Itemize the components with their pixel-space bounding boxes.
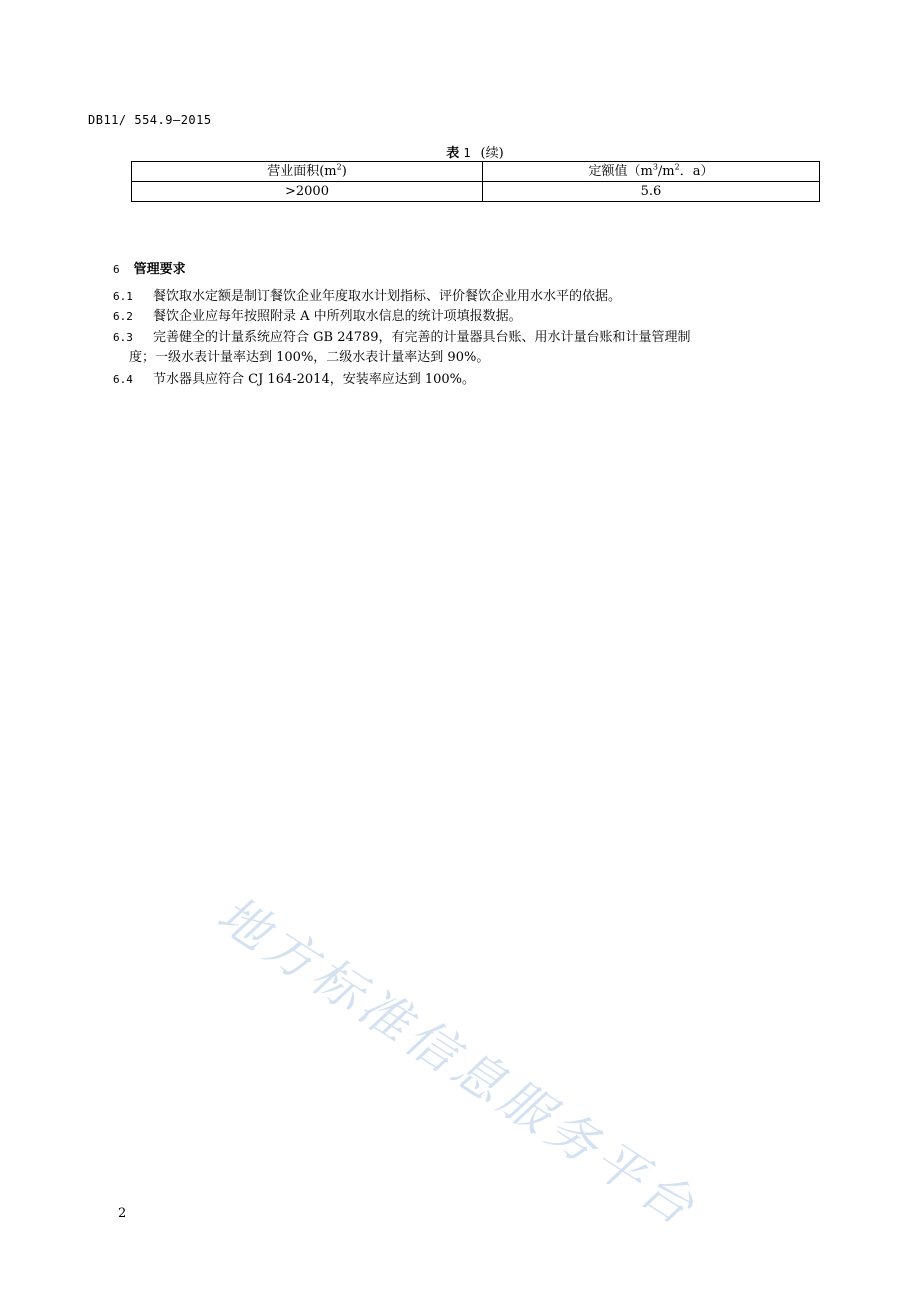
page-number: 2 xyxy=(118,1206,127,1221)
table-row xyxy=(132,182,820,202)
watermark-text: 地方标准信息服务平台 xyxy=(207,885,709,1239)
section-heading xyxy=(113,258,186,277)
clause-number: 6.4 xyxy=(113,373,133,386)
clause-6-4 xyxy=(113,370,823,390)
table-caption-suffix: (续) xyxy=(480,146,504,161)
clause-text: 餐饮取水定额是制订餐饮企业年度取水计划指标、评价餐饮企业用水水平的依据。 xyxy=(153,289,622,304)
cell-quota: 5.6 xyxy=(483,182,820,202)
table-caption-number: 1 xyxy=(463,146,471,160)
document-code: DB11/ 554.9—2015 xyxy=(88,113,212,127)
clause-number: 6.1 xyxy=(113,290,133,303)
clause-text: 餐饮企业应每年按照附录 A 中所列取水信息的统计项填报数据。 xyxy=(153,309,522,324)
clause-6-1 xyxy=(113,287,823,307)
clause-6-2 xyxy=(113,307,823,327)
table-caption-label: 表 xyxy=(446,146,460,161)
clause-number: 6.3 xyxy=(113,331,133,344)
cell-area: >2000 xyxy=(132,182,483,202)
clause-text-continued: 度；一级水表计量率达到 100%，二级水表计量率达到 90%。 xyxy=(129,350,490,365)
table-caption xyxy=(131,142,819,161)
header-area: 营业面积$(m^2)$ xyxy=(132,162,483,182)
table-header-row xyxy=(132,162,820,182)
section-number: 6 xyxy=(113,263,120,276)
clause-text: 完善健全的计量系统应符合 GB 24789，有完善的计量器具台账、用水计量台账和计量管理制 xyxy=(153,330,691,345)
clause-number: 6.2 xyxy=(113,310,133,323)
quota-table xyxy=(131,161,820,202)
section-title: 管理要求 xyxy=(133,262,186,277)
header-quota: 定额值（$m^3/m^2$．a） xyxy=(483,162,820,182)
clause-text: 节水器具应符合 CJ 164-2014，安装率应达到 100%。 xyxy=(153,372,476,387)
clause-6-3 xyxy=(113,328,823,368)
